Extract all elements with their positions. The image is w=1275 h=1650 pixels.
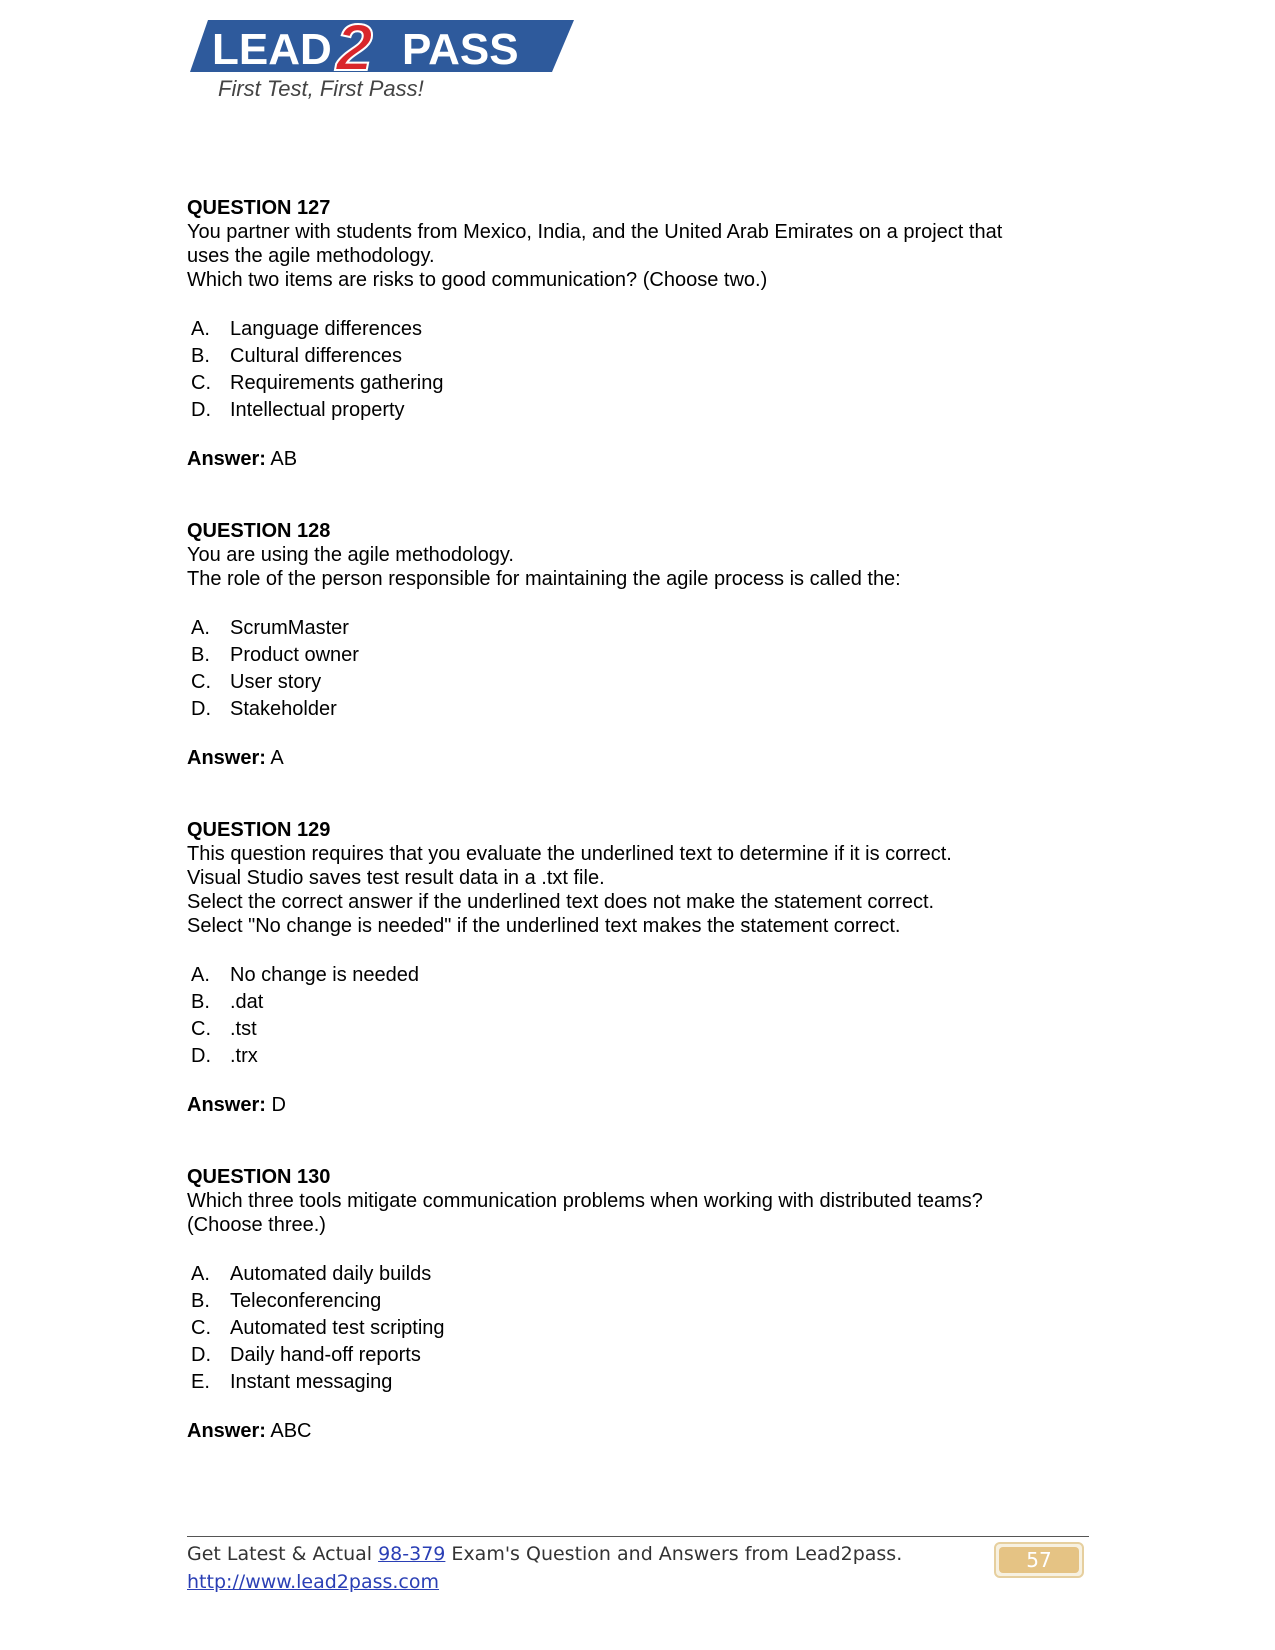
logo-text-right: PASS	[402, 25, 519, 74]
option-text: Instant messaging	[230, 1371, 393, 1393]
option-letter: D.	[191, 1344, 211, 1366]
logo-text-num: 2	[336, 10, 373, 84]
option-text: Teleconferencing	[230, 1290, 382, 1312]
question-stem-line: uses the agile methodology.	[187, 245, 435, 267]
option-text: ScrumMaster	[230, 617, 349, 639]
answer-option	[187, 1315, 1087, 1342]
answer-option	[187, 397, 1087, 424]
option-text: Cultural differences	[230, 345, 402, 367]
option-text: Stakeholder	[230, 698, 337, 720]
option-text: Automated daily builds	[230, 1263, 432, 1285]
answer-options	[187, 1261, 1087, 1396]
option-text: User story	[230, 671, 322, 693]
answer-options	[187, 615, 1087, 723]
question-stem-line: Select the correct answer if the underlined text does not make the statement correct.	[187, 891, 935, 913]
answer-value: AB	[270, 448, 298, 470]
answer-option	[187, 989, 1087, 1016]
logo-text-left: LEAD	[212, 25, 332, 74]
option-letter: D.	[191, 399, 211, 421]
option-letter: A.	[191, 617, 210, 639]
answer-option	[187, 669, 1087, 696]
page-number-badge	[994, 1542, 1084, 1578]
option-letter: A.	[191, 1263, 210, 1285]
answer-label: Answer:	[187, 448, 266, 470]
page-number: 57	[999, 1547, 1079, 1573]
answer-option	[187, 316, 1087, 343]
question-stem-line: Which three tools mitigate communication problems when working with distributed teams?	[187, 1190, 983, 1212]
footer-text-after: Exam's Question and Answers from Lead2pass.	[445, 1543, 903, 1565]
option-text: Product owner	[230, 644, 359, 666]
answer-option	[187, 1288, 1087, 1315]
option-text: .tst	[230, 1018, 257, 1040]
option-text: .trx	[230, 1045, 258, 1067]
answer-option	[187, 370, 1087, 397]
option-letter: D.	[191, 698, 211, 720]
option-letter: D.	[191, 1045, 211, 1067]
answer-line	[187, 1093, 1087, 1117]
question-title: QUESTION 129	[187, 819, 331, 841]
question-title: QUESTION 127	[187, 197, 331, 219]
answer-option	[187, 1369, 1087, 1396]
question-block	[187, 1165, 1087, 1443]
answer-options	[187, 962, 1087, 1070]
footer-divider	[187, 1536, 1089, 1537]
question-stem-line: Visual Studio saves test result data in a .txt file.	[187, 867, 605, 889]
answer-value: D	[271, 1094, 286, 1116]
answer-option	[187, 1342, 1087, 1369]
answer-value: A	[270, 747, 284, 769]
answer-line	[187, 447, 1087, 471]
option-text: Automated test scripting	[230, 1317, 445, 1339]
logo-tagline: First Test, First Pass!	[218, 76, 424, 101]
question-stem-line: Which two items are risks to good communication? (Choose two.)	[187, 269, 768, 291]
footer	[187, 1540, 902, 1596]
answer-option	[187, 1261, 1087, 1288]
question-stem-line: This question requires that you evaluate the underlined text to determine if it is correct.	[187, 843, 952, 865]
answer-line	[187, 1419, 1087, 1443]
option-letter: C.	[191, 372, 211, 394]
answer-line	[187, 746, 1087, 770]
answer-value: ABC	[270, 1420, 312, 1442]
answer-option	[187, 642, 1087, 669]
option-letter: B.	[191, 644, 210, 666]
answer-option	[187, 1043, 1087, 1070]
option-text: Language differences	[230, 318, 423, 340]
option-text: .dat	[230, 991, 264, 1013]
question-stem-line: You partner with students from Mexico, India, and the United Arab Emirates on a project that	[187, 221, 1003, 243]
answer-option	[187, 696, 1087, 723]
question-block	[187, 818, 1087, 1117]
question-title: QUESTION 130	[187, 1166, 331, 1188]
answer-options	[187, 316, 1087, 424]
answer-option	[187, 1016, 1087, 1043]
option-text: No change is needed	[230, 964, 420, 986]
question-title: QUESTION 128	[187, 520, 331, 542]
option-text: Requirements gathering	[230, 372, 444, 394]
option-letter: E.	[191, 1371, 210, 1393]
option-letter: B.	[191, 1290, 210, 1312]
answer-label: Answer:	[187, 1094, 266, 1116]
question-stem-line: Select "No change is needed" if the underlined text makes the statement correct.	[187, 915, 901, 937]
option-letter: A.	[191, 318, 210, 340]
exam-code-link[interactable]: 98-379	[378, 1543, 446, 1565]
option-text: Intellectual property	[230, 399, 405, 421]
question-stem-line: You are using the agile methodology.	[187, 544, 514, 566]
answer-label: Answer:	[187, 1420, 266, 1442]
answer-label: Answer:	[187, 747, 266, 769]
question-block	[187, 196, 1087, 471]
option-letter: C.	[191, 1018, 211, 1040]
option-text: Daily hand-off reports	[230, 1344, 421, 1366]
answer-option	[187, 615, 1087, 642]
question-block	[187, 519, 1087, 770]
option-letter: C.	[191, 671, 211, 693]
footer-text-before: Get Latest & Actual	[187, 1543, 379, 1565]
question-list	[187, 196, 1087, 1491]
option-letter: C.	[191, 1317, 211, 1339]
answer-option	[187, 962, 1087, 989]
answer-option	[187, 343, 1087, 370]
question-stem-line: The role of the person responsible for maintaining the agile process is called the:	[187, 568, 901, 590]
option-letter: B.	[191, 991, 210, 1013]
option-letter: B.	[191, 345, 210, 367]
question-stem-line: (Choose three.)	[187, 1214, 326, 1236]
option-letter: A.	[191, 964, 210, 986]
site-link[interactable]: http://www.lead2pass.com	[187, 1571, 440, 1593]
